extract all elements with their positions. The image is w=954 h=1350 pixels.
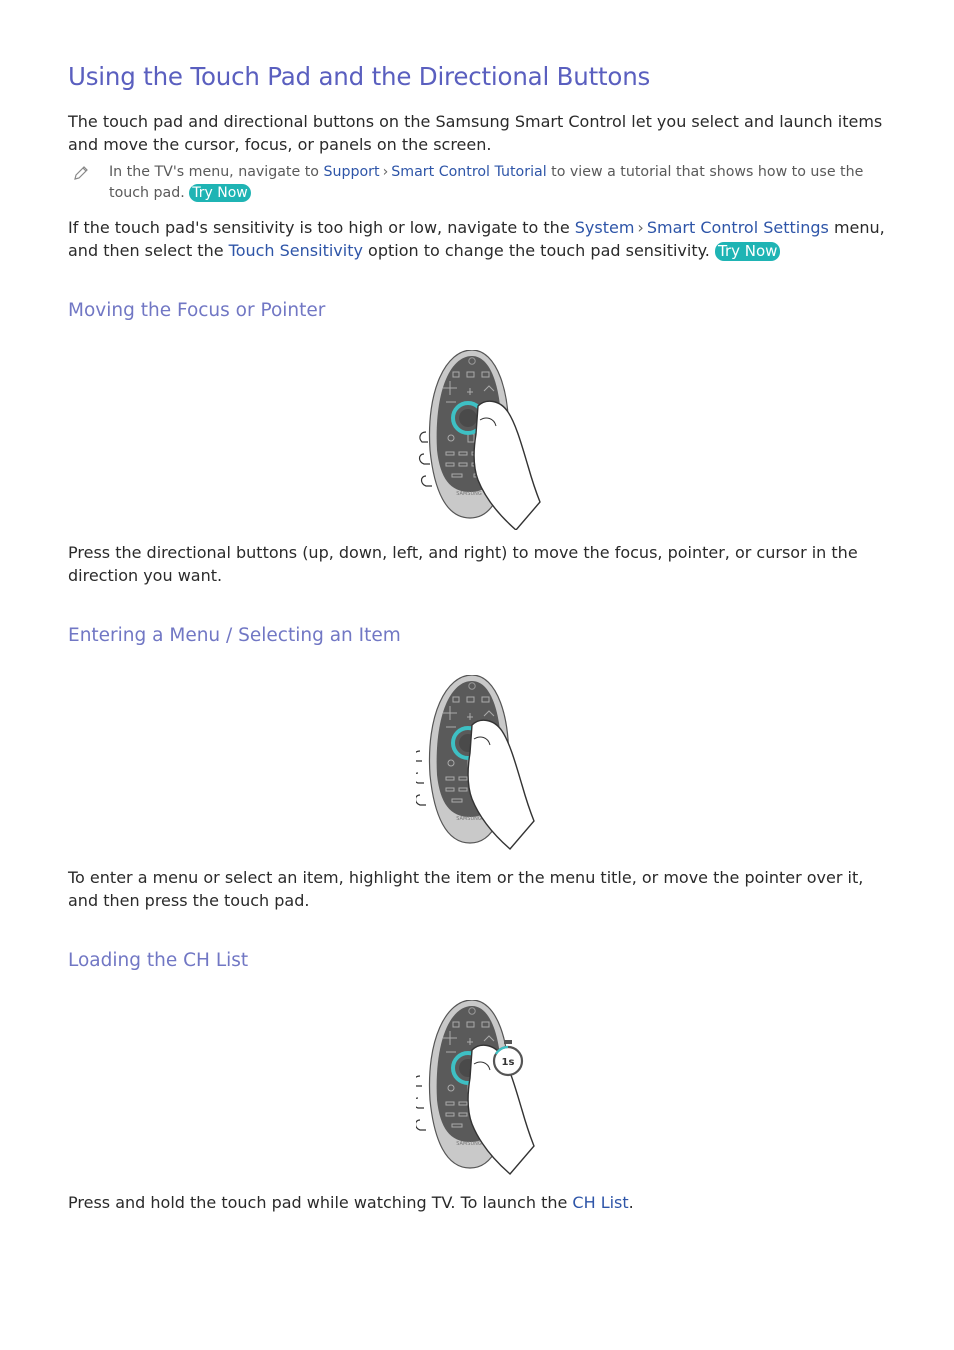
section-text-ch-list: [68, 1191, 888, 1214]
sensitivity-paragraph: [68, 216, 888, 262]
sensitivity-text-after: option to change the touch pad sensitivity.: [362, 241, 710, 260]
ch-list-text-after: .: [628, 1193, 634, 1212]
chevron-right-icon: ›: [637, 218, 644, 237]
sensitivity-text-before: If the touch pad's sensitivity is too high or low, navigate to the: [68, 218, 575, 237]
try-now-button[interactable]: Try Now: [189, 184, 250, 202]
touch-sensitivity-link[interactable]: Touch Sensitivity: [228, 241, 363, 260]
remote-brand-label: SAMSUNG: [456, 1141, 482, 1147]
smart-control-tutorial-link[interactable]: Smart Control Tutorial: [391, 164, 547, 180]
remote-press-illustration: [416, 675, 556, 855]
intro-paragraph: The touch pad and directional buttons on the Samsung Smart Control let you select and launch items and move the cursor, focus, or panels on the screen.: [68, 112, 883, 154]
system-link[interactable]: System: [574, 218, 635, 237]
section-heading-ch-list: Loading the CH List: [68, 950, 249, 971]
section-heading-moving-focus: Moving the Focus or Pointer: [68, 300, 326, 321]
note-text: [109, 162, 888, 204]
remote-brand-label: SAMSUNG: [456, 816, 482, 822]
try-now-button[interactable]: Try Now: [715, 242, 780, 261]
section-heading-entering-menu: Entering a Menu / Selecting an Item: [68, 625, 401, 646]
note-text-after: to view a tutorial that shows how to use the touch pad.: [109, 164, 864, 201]
remote-hold-illustration: [416, 1000, 556, 1180]
section-text-entering-menu: To enter a menu or select an item, highlight the item or the menu title, or move the pointer over it, and then press the touch pad.: [68, 868, 864, 910]
page-title: Using the Touch Pad and the Directional Buttons: [68, 62, 651, 91]
smart-control-settings-link[interactable]: Smart Control Settings: [646, 218, 829, 237]
remote-brand-label: SAMSUNG: [456, 491, 482, 497]
note-text-before: In the TV's menu, navigate to: [109, 164, 324, 180]
support-link[interactable]: Support: [323, 164, 380, 180]
sensitivity-text-middle: menu, and then select the: [68, 218, 885, 260]
ch-list-link[interactable]: CH List: [572, 1193, 629, 1212]
section-text-moving-focus: Press the directional buttons (up, down, left, and right) to move the focus, pointer, or cursor in the direction you want.: [68, 543, 858, 585]
timer-label: 1s: [501, 1057, 515, 1068]
ch-list-text-before: Press and hold the touch pad while watching TV. To launch the: [68, 1193, 573, 1212]
pencil-icon: [72, 164, 90, 182]
remote-directional-illustration: [416, 350, 556, 530]
chevron-right-icon: ›: [382, 164, 389, 180]
